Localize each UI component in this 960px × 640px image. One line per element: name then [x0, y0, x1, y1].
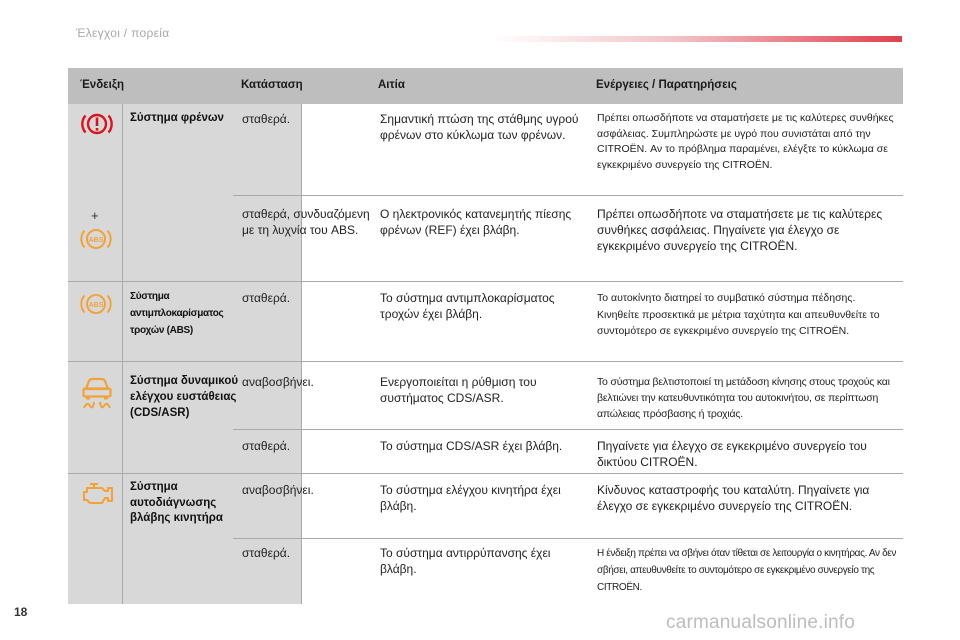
engine-icon: [81, 481, 115, 512]
actions-text: Κίνδυνος καταστροφής του καταλύτη. Πηγαίνετε για έλεγχο σε εγκεκριμένο συνεργείο της CITROËN.: [597, 483, 870, 513]
abs-icon: [80, 290, 112, 323]
actions-text: Πρέπει οπωσδήποτε να σταματήσετε με τις καλύτερες συνθήκες ασφάλειας. Πηγαίνετε για έλεγχο σε εγκεκριμένο συνεργείο της CITROËN.: [597, 207, 883, 253]
header-state: Κατάσταση: [241, 79, 303, 91]
cause-text: Ο ηλεκτρονικός κατανεμητής πίεσης φρένων (REF) έχει βλάβη.: [380, 207, 572, 237]
table-header: [68, 68, 903, 104]
brake-warning-icon: [81, 110, 113, 143]
abs-icon: [80, 225, 112, 258]
cause-text: Το σύστημα αντιμπλοκαρίσματος τροχών έχει βλάβη.: [380, 291, 555, 321]
header-accent-bar: [492, 36, 902, 42]
svg-text:ABS: ABS: [88, 237, 104, 244]
indicator-name: Σύστημα φρένων: [130, 112, 224, 124]
state-text: σταθερά.: [242, 439, 291, 453]
header-cause: Αιτία: [378, 79, 405, 91]
stability-control-icon: [80, 374, 114, 415]
page-title: Έλεγχοι / πορεία: [76, 26, 170, 40]
cause-text: Ενεργοποιείται η ρύθμιση του συστήματος CDS/ASR.: [380, 375, 537, 405]
indicator-name-column: [122, 104, 301, 604]
actions-text: Το αυτοκίνητο διατηρεί το συμβατικό σύστημα πέδησης. Κινηθείτε προσεκτικά με μέτρια ταχύτητα και απευθυνθείτε το συντομότερο σε εγκεκριμένο συνεργείο της CITROËN.: [597, 292, 880, 337]
watermark: carmanualsonline.info: [666, 612, 856, 633]
row-divider: [68, 281, 903, 282]
header-indicator: Ένδειξη: [80, 79, 124, 91]
actions-text: Πηγαίνετε για έλεγχο σε εγκεκριμένο συνεργείο του δικτύου CITROËN.: [597, 439, 867, 469]
warning-lights-table: [68, 68, 903, 604]
state-text: σταθερά.: [242, 546, 291, 560]
svg-text:ABS: ABS: [88, 302, 104, 309]
row-divider: [233, 195, 903, 196]
plus-sign: +: [91, 208, 99, 223]
row-divider: [233, 429, 903, 430]
state-text: σταθερά.: [242, 291, 291, 305]
cause-text: Το σύστημα CDS/ASR έχει βλάβη.: [380, 439, 563, 453]
actions-text: Η ένδειξη πρέπει να σβήνει όταν τίθεται σε λειτουργία ο κινητήρας. Αν δεν σβήσει, απευθυνθείτε το συντομότερο σε εγκεκριμένο συνεργείο της CITROËN.: [597, 548, 897, 593]
row-divider: [68, 361, 903, 362]
indicator-name: Σύστημα αντιμπλοκαρίσματος τροχών (ABS): [130, 291, 224, 336]
column-divider: [301, 104, 302, 604]
cause-text: Το σύστημα ελέγχου κινητήρα έχει βλάβη.: [380, 483, 561, 513]
state-text: αναβοσβήνει.: [242, 375, 314, 389]
actions-text: Πρέπει οπωσδήποτε να σταματήσετε με τις καλύτερες συνθήκες ασφάλειας. Συμπληρώστε με υγρό που συνιστάται από την CITROËN. Αν το πρόβλημα παραμένει, ελέγξτε το κύκλωμα σε εγκεκριμένο συνεργείο της CITROËN.: [597, 112, 894, 171]
state-text: σταθερά.: [242, 112, 291, 126]
column-divider: [122, 104, 123, 604]
page-number: 18: [14, 605, 28, 619]
actions-text: Το σύστημα βελτιστοποιεί τη μετάδοση κίνησης στους τροχούς και βελτιώνει την κατευθυντικότητα του αυτοκινήτου, σε περίπτωση απώλειας πρόσβασης ή τροχιάς.: [597, 376, 890, 420]
indicator-icon-column: [68, 104, 122, 604]
row-divider: [233, 538, 903, 539]
cause-text: Σημαντική πτώση της στάθμης υγρού φρένων στο κύκλωμα των φρένων.: [380, 112, 579, 142]
cause-text: Το σύστημα αντιρρύπανσης έχει βλάβη.: [380, 546, 551, 576]
state-text: αναβοσβήνει.: [242, 483, 314, 497]
header-actions: Ενέργειες / Παρατηρήσεις: [596, 79, 737, 91]
indicator-name: Σύστημα αυτοδιάγνωσης βλάβης κινητήρα: [130, 481, 223, 524]
state-text: σταθερά, συνδυαζόμενη με τη λυχνία του ABS.: [242, 207, 370, 237]
indicator-name: Σύστημα δυναμικού ελέγχου ευστάθειας (CDS/ASR): [130, 375, 239, 419]
row-divider: [68, 473, 903, 474]
